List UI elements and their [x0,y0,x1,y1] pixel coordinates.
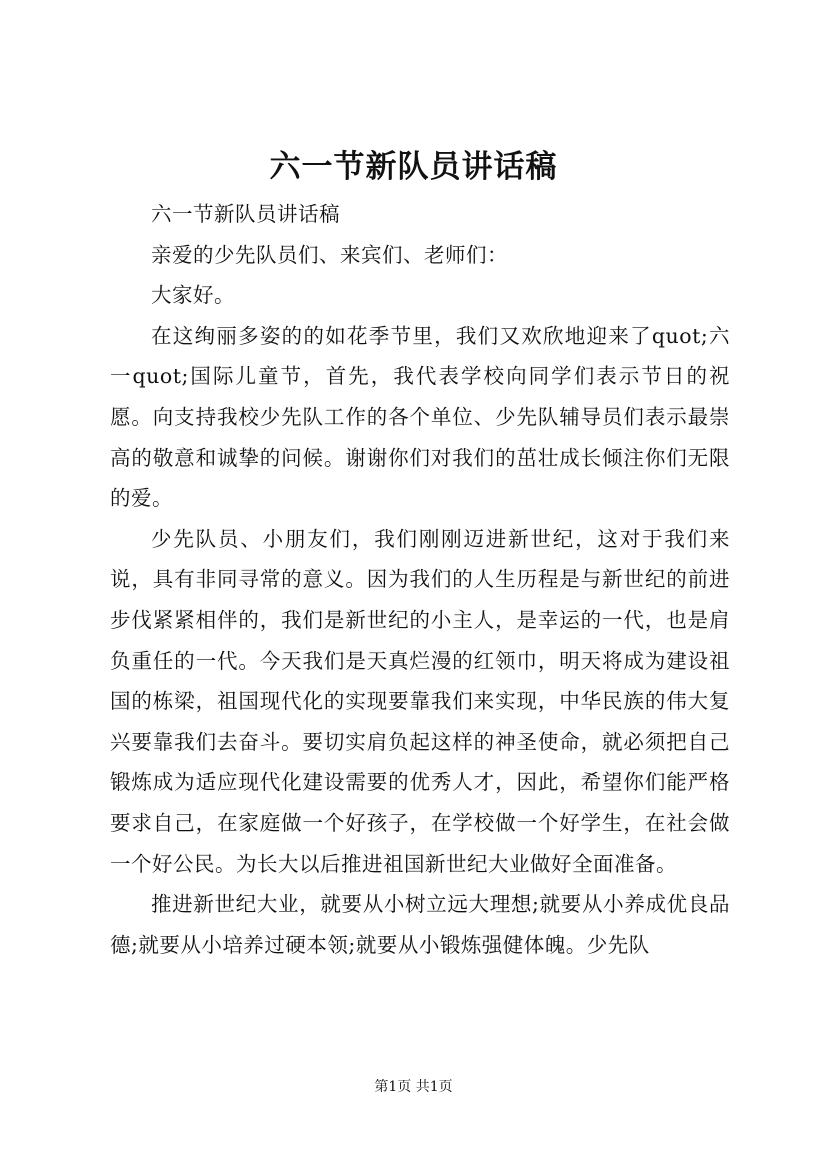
document-title: 六一节新队员讲话稿 [269,149,558,185]
paragraph-greeting: 大家好。 [151,283,235,308]
paragraph-intro: 在这绚丽多姿的的如花季节里，我们又欢欣地迎来了quot;六一quot;国际儿童节，首先，我代表学校向同学们表示节日的祝愿。向支持我校少先队工作的各个单位、少先队辅导员们表示最崇高的敬意和诚挚的问候。谢谢你们对我们的茁壮成长倾注你们无限的爱。 [110,323,730,511]
paragraph-cause: 推进新世纪大业，就要从小树立远大理想;就要从小养成优良品德;就要从小培养过硬本领;就要从小锻炼强健体魄。少先队 [110,892,730,957]
paragraph-new-century: 少先队员、小朋友们，我们刚刚迈进新世纪，这对于我们来说，具有非同寻常的意义。因为我们的人生历程是与新世纪的前进步伐紧紧相伴的，我们是新世纪的小主人，是幸运的一代，也是肩负重任的一代。今天我们是天真烂漫的红领巾，明天将成为建设祖国的栋梁，祖国现代化的实现要靠我们来实现，中华民族的伟大复兴要靠我们去奋斗。要切实肩负起这样的神圣使命，就必须把自己锻炼成为适应现代化建设需要的优秀人才，因此，希望你们能严格要求自己，在家庭做一个好孩子，在学校做一个好学生，在社会做一个好公民。为长大以后推进祖国新世纪大业做好全面准备。 [110,526,730,876]
page-number-label: 第1页 共1页 [374,1079,453,1095]
page-footer [0,1077,827,1097]
document-body [110,194,730,965]
paragraph-subtitle: 六一节新队员讲话稿 [151,202,340,226]
paragraph-salutation: 亲爱的少先队员们、来宾们、老师们： [151,242,508,267]
